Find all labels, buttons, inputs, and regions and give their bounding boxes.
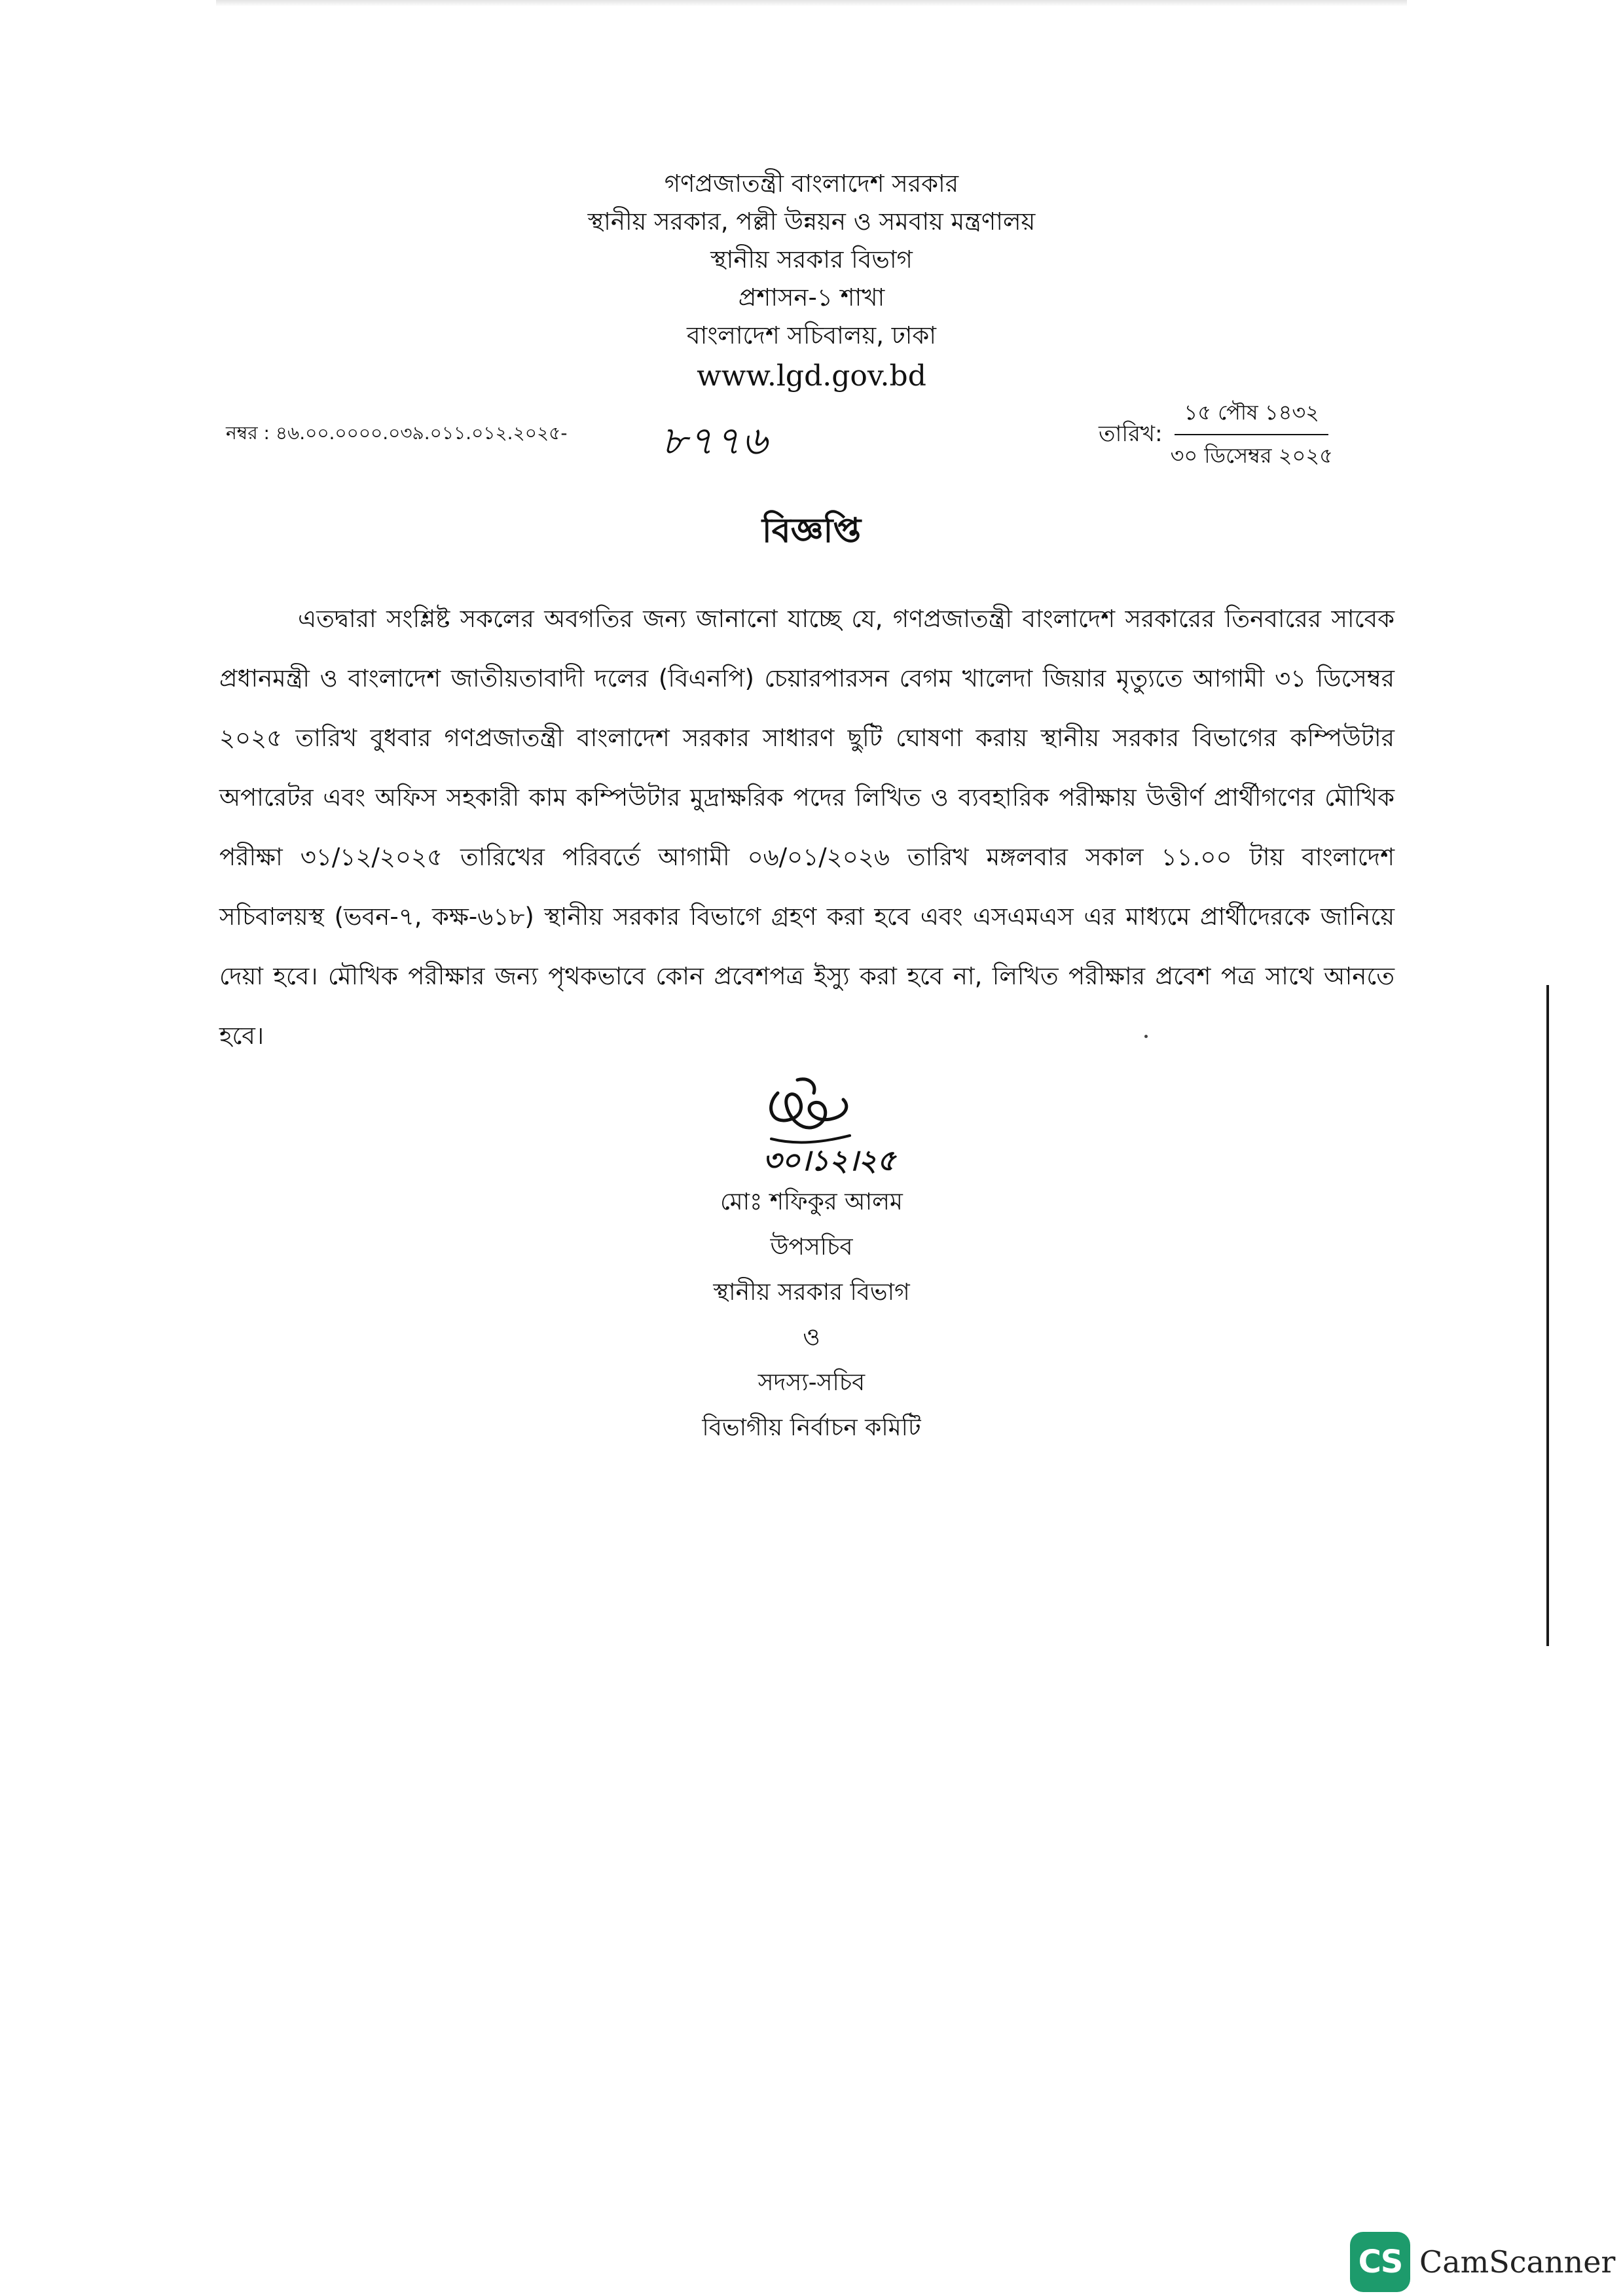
notice-title: বিজ্ঞপ্তি — [761, 511, 862, 550]
letterhead-address: বাংলাদেশ সচিবালয়, ঢাকা — [687, 321, 936, 350]
camscanner-text: CamScanner — [1419, 2244, 1616, 2280]
signatory-block — [0, 1179, 1623, 1450]
memo-number-handwritten: ৮৭৭৬ — [661, 418, 769, 464]
letterhead — [0, 165, 1623, 397]
signatory-designation: উপসচিব — [770, 1234, 853, 1261]
date-bangla: ১৫ পৌষ ১৪৩২ — [1175, 396, 1328, 435]
notice-body: এতদ্বারা সংশ্লিষ্ট সকলের অবগতির জন্য জানানো যাচ্ছে যে, গণপ্রজাতন্ত্রী বাংলাদেশ সরকারের তিনবারের সাবেক প্রধানমন্ত্রী ও বাংলাদেশ জাতীয়তাবাদী দলের (বিএনপি) চেয়ারপারসন বেগম খালেদা জিয়ার মৃত্যুতে আগামী ৩১ ডিসেম্বর ২০২৫ তারিখ বুধবার গণপ্রজাতন্ত্রী বাংলাদেশ সরকার সাধারণ ছুটি ঘোষণা করায় স্থানীয় সরকার বিভাগের কম্পিউটার অপারেটর এবং অফিস সহকারী কাম কম্পিউটার মুদ্রাক্ষরিক পদের লিখিত ও ব্যবহারিক পরীক্ষায় উত্তীর্ণ প্রার্থীগণের মৌখিক পরীক্ষা ৩১/১২/২০২৫ তারিখের পরিবর্তে আগামী ০৬/০১/২০২৬ তারিখ মঙ্গলবার সকাল ১১.০০ টায় বাংলাদেশ সচিবালয়স্থ (ভবন-৭, কক্ষ-৬১৮) স্থানীয় সরকার বিভাগে গ্রহণ করা হবে এবং এসএমএস এর মাধ্যমে প্রার্থীদেরকে জানিয়ে দেয়া হবে। মৌখিক পরীক্ষার জন্য পৃথকভাবে কোন প্রবেশপত্র ইস্যু করা হবে না, লিখিত পরীক্ষার প্রবেশ পত্র সাথে আনতে হবে। — [219, 605, 1395, 1050]
date-label: তারিখ: — [1099, 420, 1163, 447]
signatory-office: স্থানীয় সরকার বিভাগ — [713, 1279, 910, 1306]
memo-number: নম্বর : ৪৬.০০.০০০০.০৩৯.০১১.০১২.২০২৫- — [226, 422, 568, 444]
signatory-conjunction: ও — [803, 1324, 820, 1351]
signatory-role: সদস্য-সচিব — [757, 1369, 866, 1396]
signatory-committee: বিভাগীয় নির্বাচন কমিটি — [702, 1414, 921, 1441]
letterhead-branch: প্রশাসন-১ শাখা — [738, 283, 885, 312]
scan-top-edge-shadow — [216, 0, 1407, 7]
date-fraction — [1171, 396, 1333, 475]
letterhead-division: স্থানীয় সরকার বিভাগ — [710, 245, 913, 274]
signature-date: ৩০।১২।২৫ — [763, 1144, 896, 1177]
signatory-name: মোঃ শফিকুর আলম — [720, 1189, 903, 1215]
camscanner-logo-icon: CS — [1350, 2232, 1410, 2292]
letterhead-government: গণপ্রজাতন্ত্রী বাংলাদেশ সরকার — [664, 170, 959, 198]
letterhead-website: www.lgd.gov.bd — [697, 359, 926, 393]
date-english: ৩০ ডিসেম্বর ২০২৫ — [1170, 443, 1333, 468]
letterhead-ministry: স্থানীয় সরকার, পল্লী উন্নয়ন ও সমবায় মন্ত্রণালয় — [587, 207, 1036, 236]
date-block — [1099, 396, 1333, 475]
camscanner-watermark — [1350, 2232, 1615, 2292]
